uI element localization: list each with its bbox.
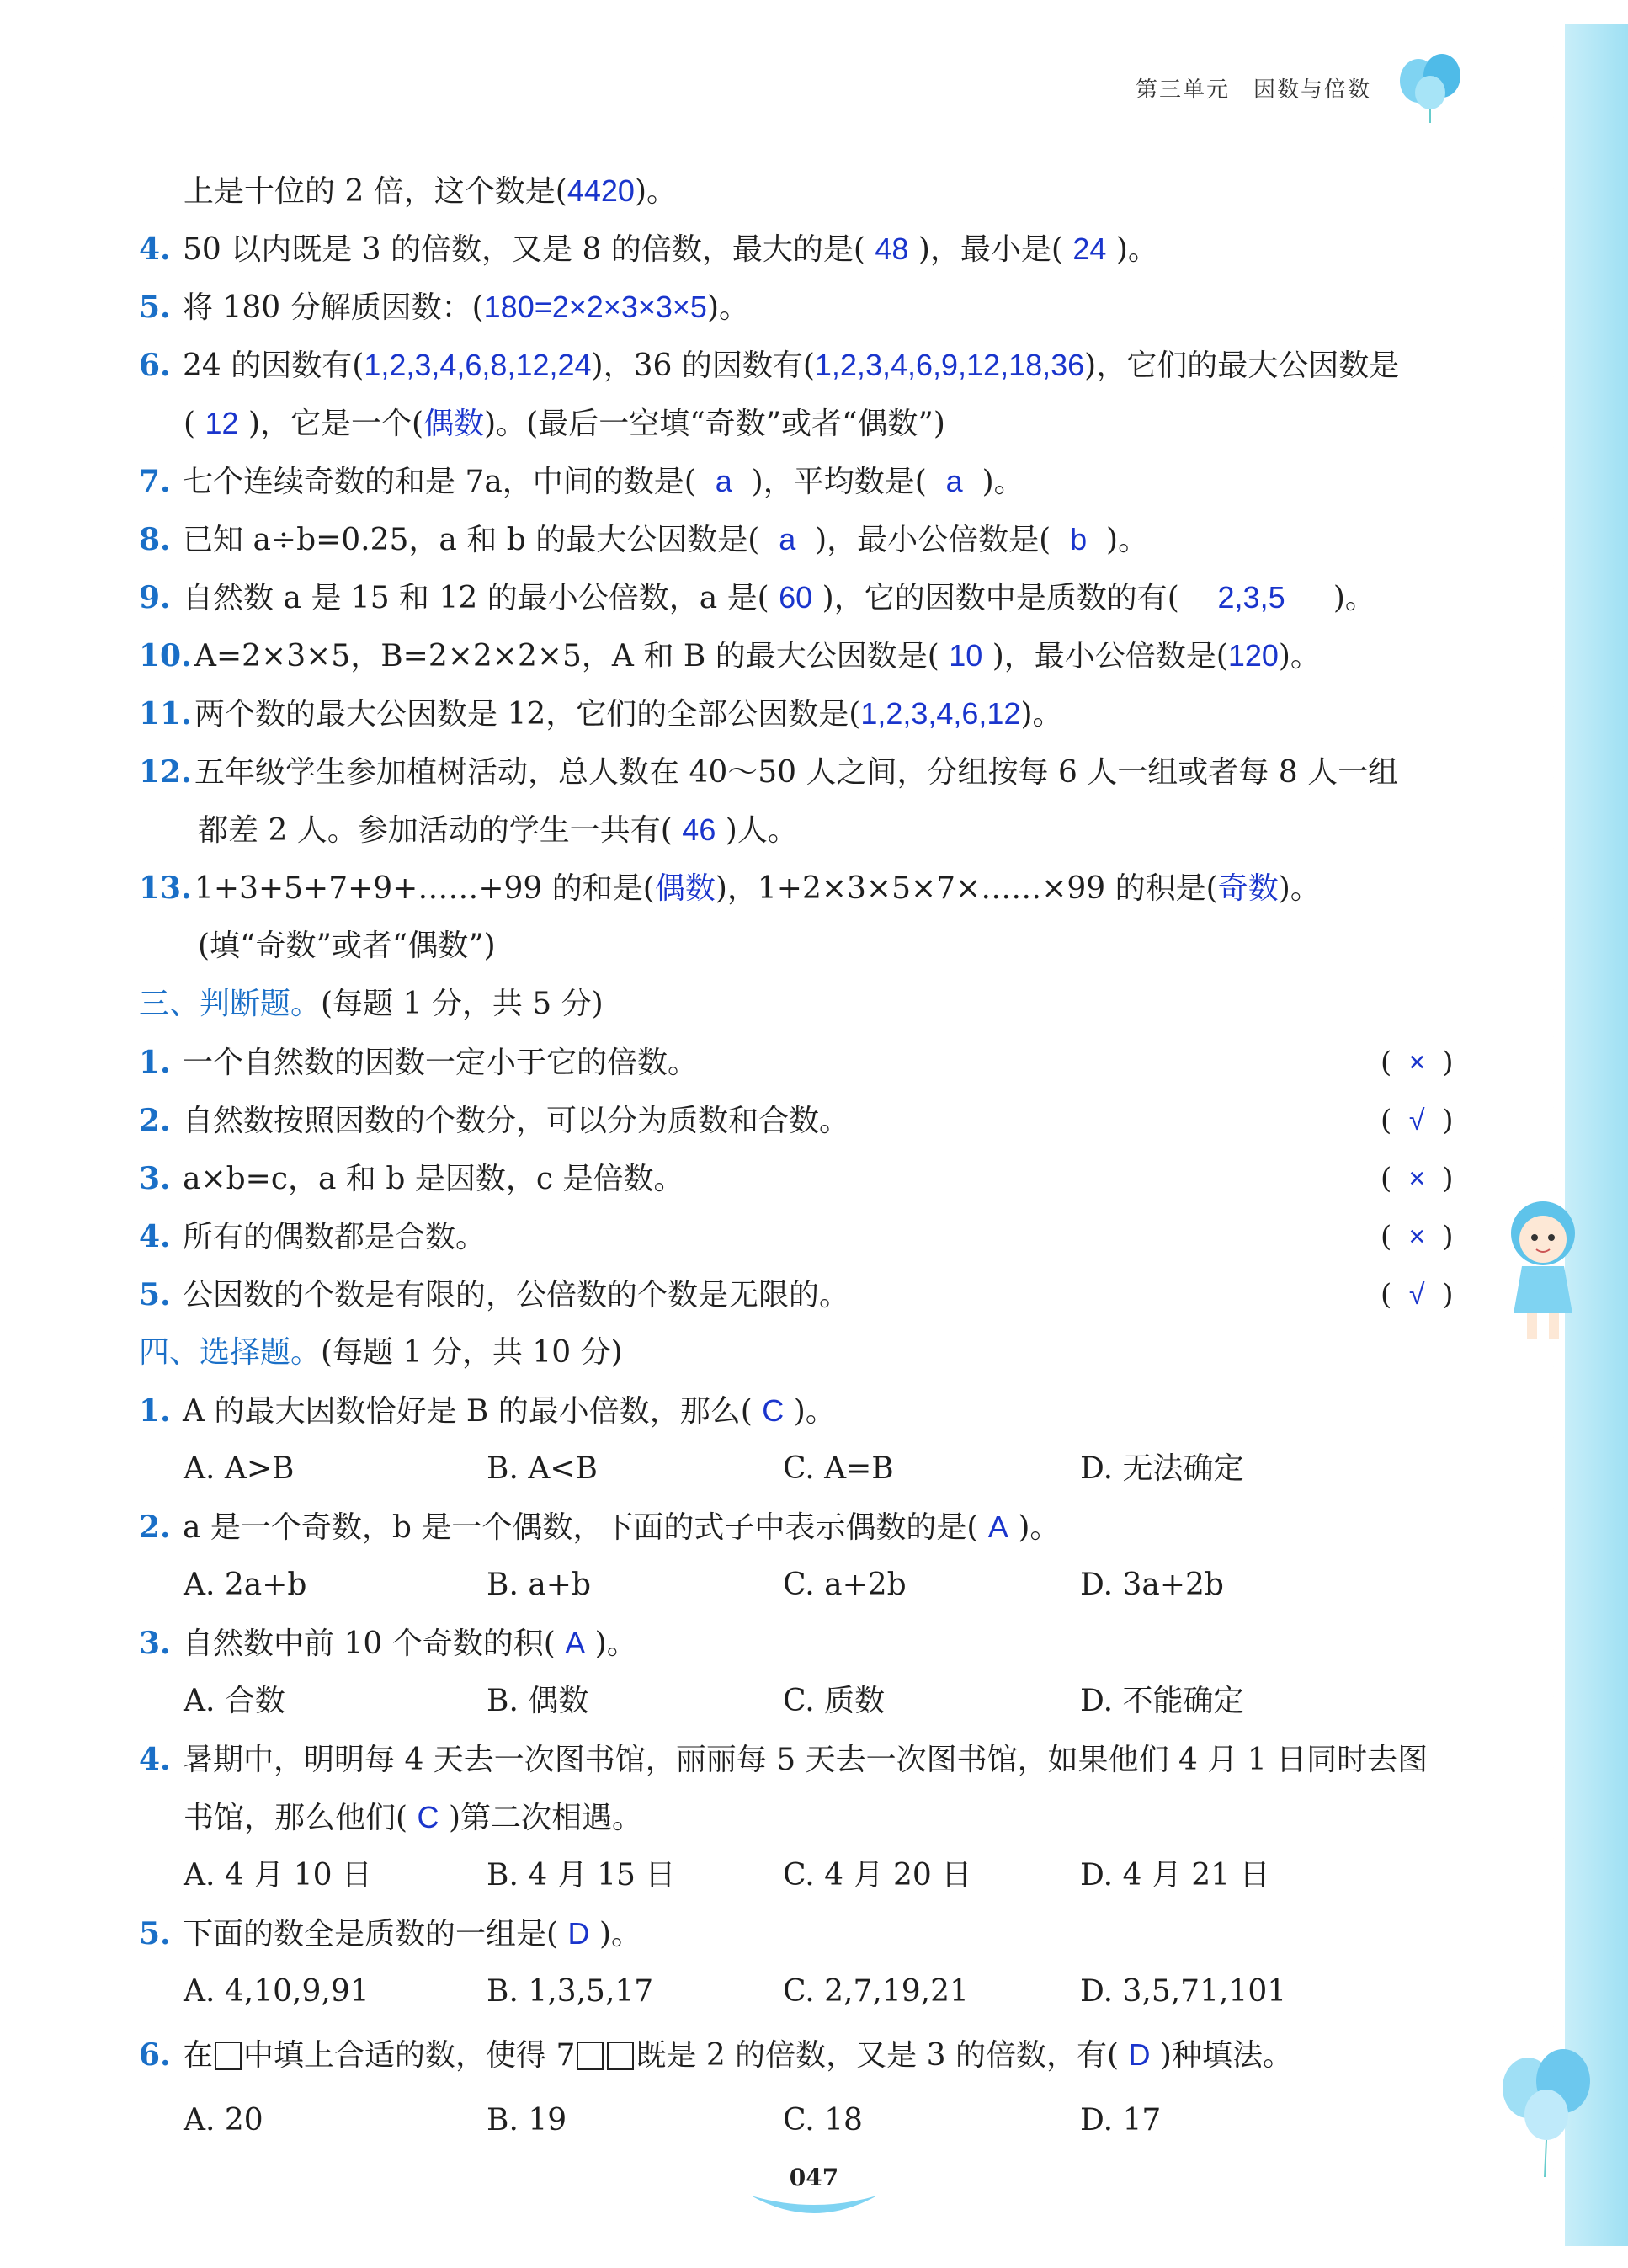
judge-item: 2. 自然数按照因数的个数分，可以分为质数和合数。 [139, 1103, 850, 1138]
judge-answer: ( × ) [1381, 1162, 1454, 1195]
option-b: B. A<B [487, 1451, 598, 1486]
judge-item: 4. 所有的偶数都是合数。 [139, 1219, 487, 1254]
question-13-line2: (填“奇数”或者“偶数”) [198, 929, 496, 963]
choice-question-4: 4. 暑期中，明明每 4 天去一次图书馆，丽丽每 5 天去一次图书馆，如果他们 4 月 1 日同时去图 [139, 1742, 1428, 1777]
judge-item: 3. a×b=c，a 和 b 是因数，c 是倍数。 [139, 1161, 684, 1196]
blank-box [215, 2042, 242, 2070]
option-b: B. 偶数 [487, 1684, 589, 1718]
question-7: 7. 七个连续奇数的和是 7a，中间的数是( a )，平均数是( a )。 [139, 464, 1024, 499]
option-d: D. 3,5,71,101 [1080, 1974, 1287, 2009]
choice-question-4-line2: 书馆，那么他们( C )第二次相遇。 [184, 1800, 642, 1835]
judge-answer: ( × ) [1381, 1220, 1454, 1254]
option-a: A. 4,10,9,91 [184, 1974, 370, 2009]
question-13: 13.1+3+5+7+9+……+99 的和是(偶数)，1+2×3×5×7×……×99 的积是(奇数)。 [139, 870, 1321, 906]
option-d: D. 不能确定 [1080, 1684, 1244, 1718]
option-c: C. 18 [783, 2103, 863, 2138]
choice-question-3: 3. 自然数中前 10 个奇数的积( A )。 [139, 1626, 637, 1661]
question-9: 9. 自然数 a 是 15 和 12 的最小公倍数，a 是( 60 )，它的因数中是质数的有( 2,3,5 )。 [139, 580, 1375, 615]
option-b: B. a+b [487, 1568, 592, 1602]
blank-box [577, 2042, 604, 2070]
option-c: C. a+2b [783, 1568, 907, 1602]
judge-item: 5. 公因数的个数是有限的，公倍数的个数是无限的。 [139, 1277, 850, 1312]
balloon-icon [1393, 49, 1469, 125]
option-d: D. 4 月 21 日 [1080, 1858, 1270, 1893]
cartoon-girl-icon [1497, 1195, 1589, 1347]
judge-answer: ( √ ) [1381, 1278, 1454, 1312]
judge-answer: ( × ) [1381, 1046, 1454, 1079]
blank-box [607, 2042, 634, 2070]
question-12-line2: 都差 2 人。参加活动的学生一共有( 46 )人。 [198, 812, 798, 848]
question-5: 5. 将 180 分解质因数：(180=2×2×3×3×5)。 [139, 290, 749, 325]
scalloped-edge [1553, 24, 1577, 2246]
option-a: A. 2a+b [184, 1568, 307, 1602]
choice-question-6: 6. 在 中填上合适的数，使得 7 既是 2 的倍数，又是 3 的倍数，有( D )种填法。 [139, 2037, 1293, 2073]
option-b: B. 19 [487, 2103, 567, 2138]
question-4: 4. 50 以内既是 3 的倍数，又是 8 的倍数，最大的是( 48 )，最小是( 24 )。 [139, 232, 1158, 267]
topic-label: 因数与倍数 [1253, 77, 1371, 103]
choice-question-1: 1. A 的最大因数恰好是 B 的最小倍数，那么( C )。 [139, 1393, 836, 1429]
choice-question-2: 2. a 是一个奇数，b 是一个偶数，下面的式子中表示偶数的是( A )。 [139, 1509, 1061, 1545]
option-c: C. A=B [783, 1451, 894, 1486]
option-c: C. 4 月 20 日 [783, 1858, 972, 1893]
option-a: A. A>B [184, 1451, 295, 1486]
decorative-sidebar [1565, 24, 1628, 2246]
question-10: 10.A=2×3×5，B=2×2×2×5，A 和 B 的最大公因数是( 10 )，最小公倍数是(120)。 [139, 638, 1321, 673]
option-a: A. 4 月 10 日 [184, 1858, 372, 1893]
option-d: D. 3a+2b [1080, 1568, 1224, 1602]
page-header [1136, 72, 1371, 104]
question-8: 8. 已知 a÷b=0.25，a 和 b 的最大公因数是( a )，最小公倍数是( b )。 [139, 522, 1149, 557]
section-judge-heading: 三、判断题。(每题 1 分，共 5 分) [139, 987, 604, 1021]
q3-tail: 上是十位的 2 倍，这个数是(4420)。 [184, 173, 677, 209]
question-6: 6. 24 的因数有(1,2,3,4,6,8,12,24)，36 的因数有(1,2,3,4,6,9,12,18,36)，它们的最大公因数是 [139, 348, 1400, 383]
answer: 4420 [567, 173, 635, 208]
option-d: D. 17 [1080, 2103, 1162, 2138]
option-b: B. 4 月 15 日 [487, 1858, 676, 1893]
option-c: C. 2,7,19,21 [783, 1974, 969, 2009]
section-choice-heading: 四、选择题。(每题 1 分，共 10 分) [139, 1335, 623, 1370]
question-11: 11.两个数的最大公因数是 12，它们的全部公因数是(1,2,3,4,6,12)。 [139, 696, 1063, 732]
choice-question-5: 5. 下面的数全是质数的一组是( D )。 [139, 1916, 641, 1951]
wave-decoration [747, 2189, 881, 2223]
judge-answer: ( √ ) [1381, 1104, 1454, 1137]
question-12: 12.五年级学生参加植树活动，总人数在 40～50 人之间，分组按每 6 人一组或者每 8 人一组 [139, 754, 1399, 790]
question-6-line2: ( 12 )，它是一个(偶数)。(最后一空填“奇数”或者“偶数”) [184, 406, 945, 441]
page-number: 047 [789, 2164, 839, 2191]
balloon-bunch-icon [1494, 2046, 1604, 2180]
option-c: C. 质数 [783, 1684, 886, 1718]
judge-item: 1. 一个自然数的因数一定小于它的倍数。 [139, 1045, 699, 1080]
option-a: A. 20 [184, 2103, 263, 2138]
option-d: D. 无法确定 [1080, 1451, 1244, 1486]
option-b: B. 1,3,5,17 [487, 1974, 654, 2009]
unit-label: 第三单元 [1135, 77, 1230, 103]
option-a: A. 合数 [184, 1684, 285, 1718]
